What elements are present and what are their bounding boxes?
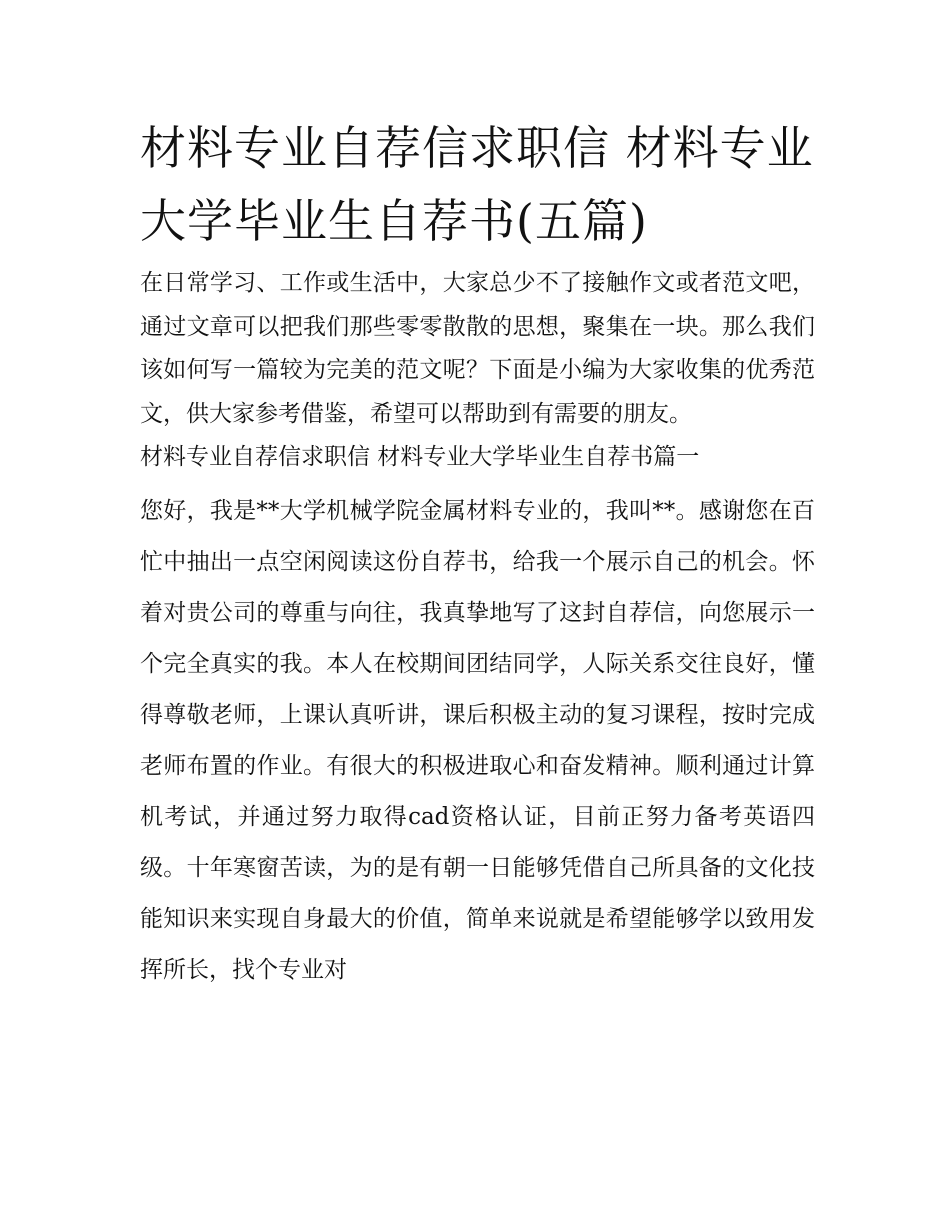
document-content <box>140 112 815 996</box>
body-paragraph: 您好，我是**大学机械学院金属材料专业的，我叫**。感谢您在百忙中抽出一点空闲阅读这份自荐书，给我一个展示自己的机会。怀着对贵公司的尊重与向往，我真挚地写了这封自荐信，向您展示一个完全真实的我。本人在校期间团结同学，人际关系交往良好，懂得尊敬老师，上课认真听讲，课后积极主动的复习课程，按时完成老师布置的作业。有很大的积极进取心和奋发精神。顺利通过计算机考试，并通过努力取得cad资格认证，目前正努力备考英语四级。十年寒窗苦读，为的是有朝一日能够凭借自己所具备的文化技能知识来实现自身最大的价值，简单来说就是希望能够学以致用发挥所长，找个专业对 <box>140 497 815 983</box>
intro-paragraph: 在日常学习、工作或生活中，大家总少不了接触作文或者范文吧，通过文章可以把我们那些零零散散的思想，聚集在一块。那么我们该如何写一篇较为完美的范文呢？下面是小编为大家收集的优秀范文，供大家参考借鉴，希望可以帮助到有需要的朋友。 <box>140 270 815 427</box>
section-heading: 材料专业自荐信求职信 材料专业大学毕业生自荐书篇一 <box>140 444 700 470</box>
document-title: 材料专业自荐信求职信 材料专业大学毕业生自荐书(五篇) <box>140 121 814 248</box>
